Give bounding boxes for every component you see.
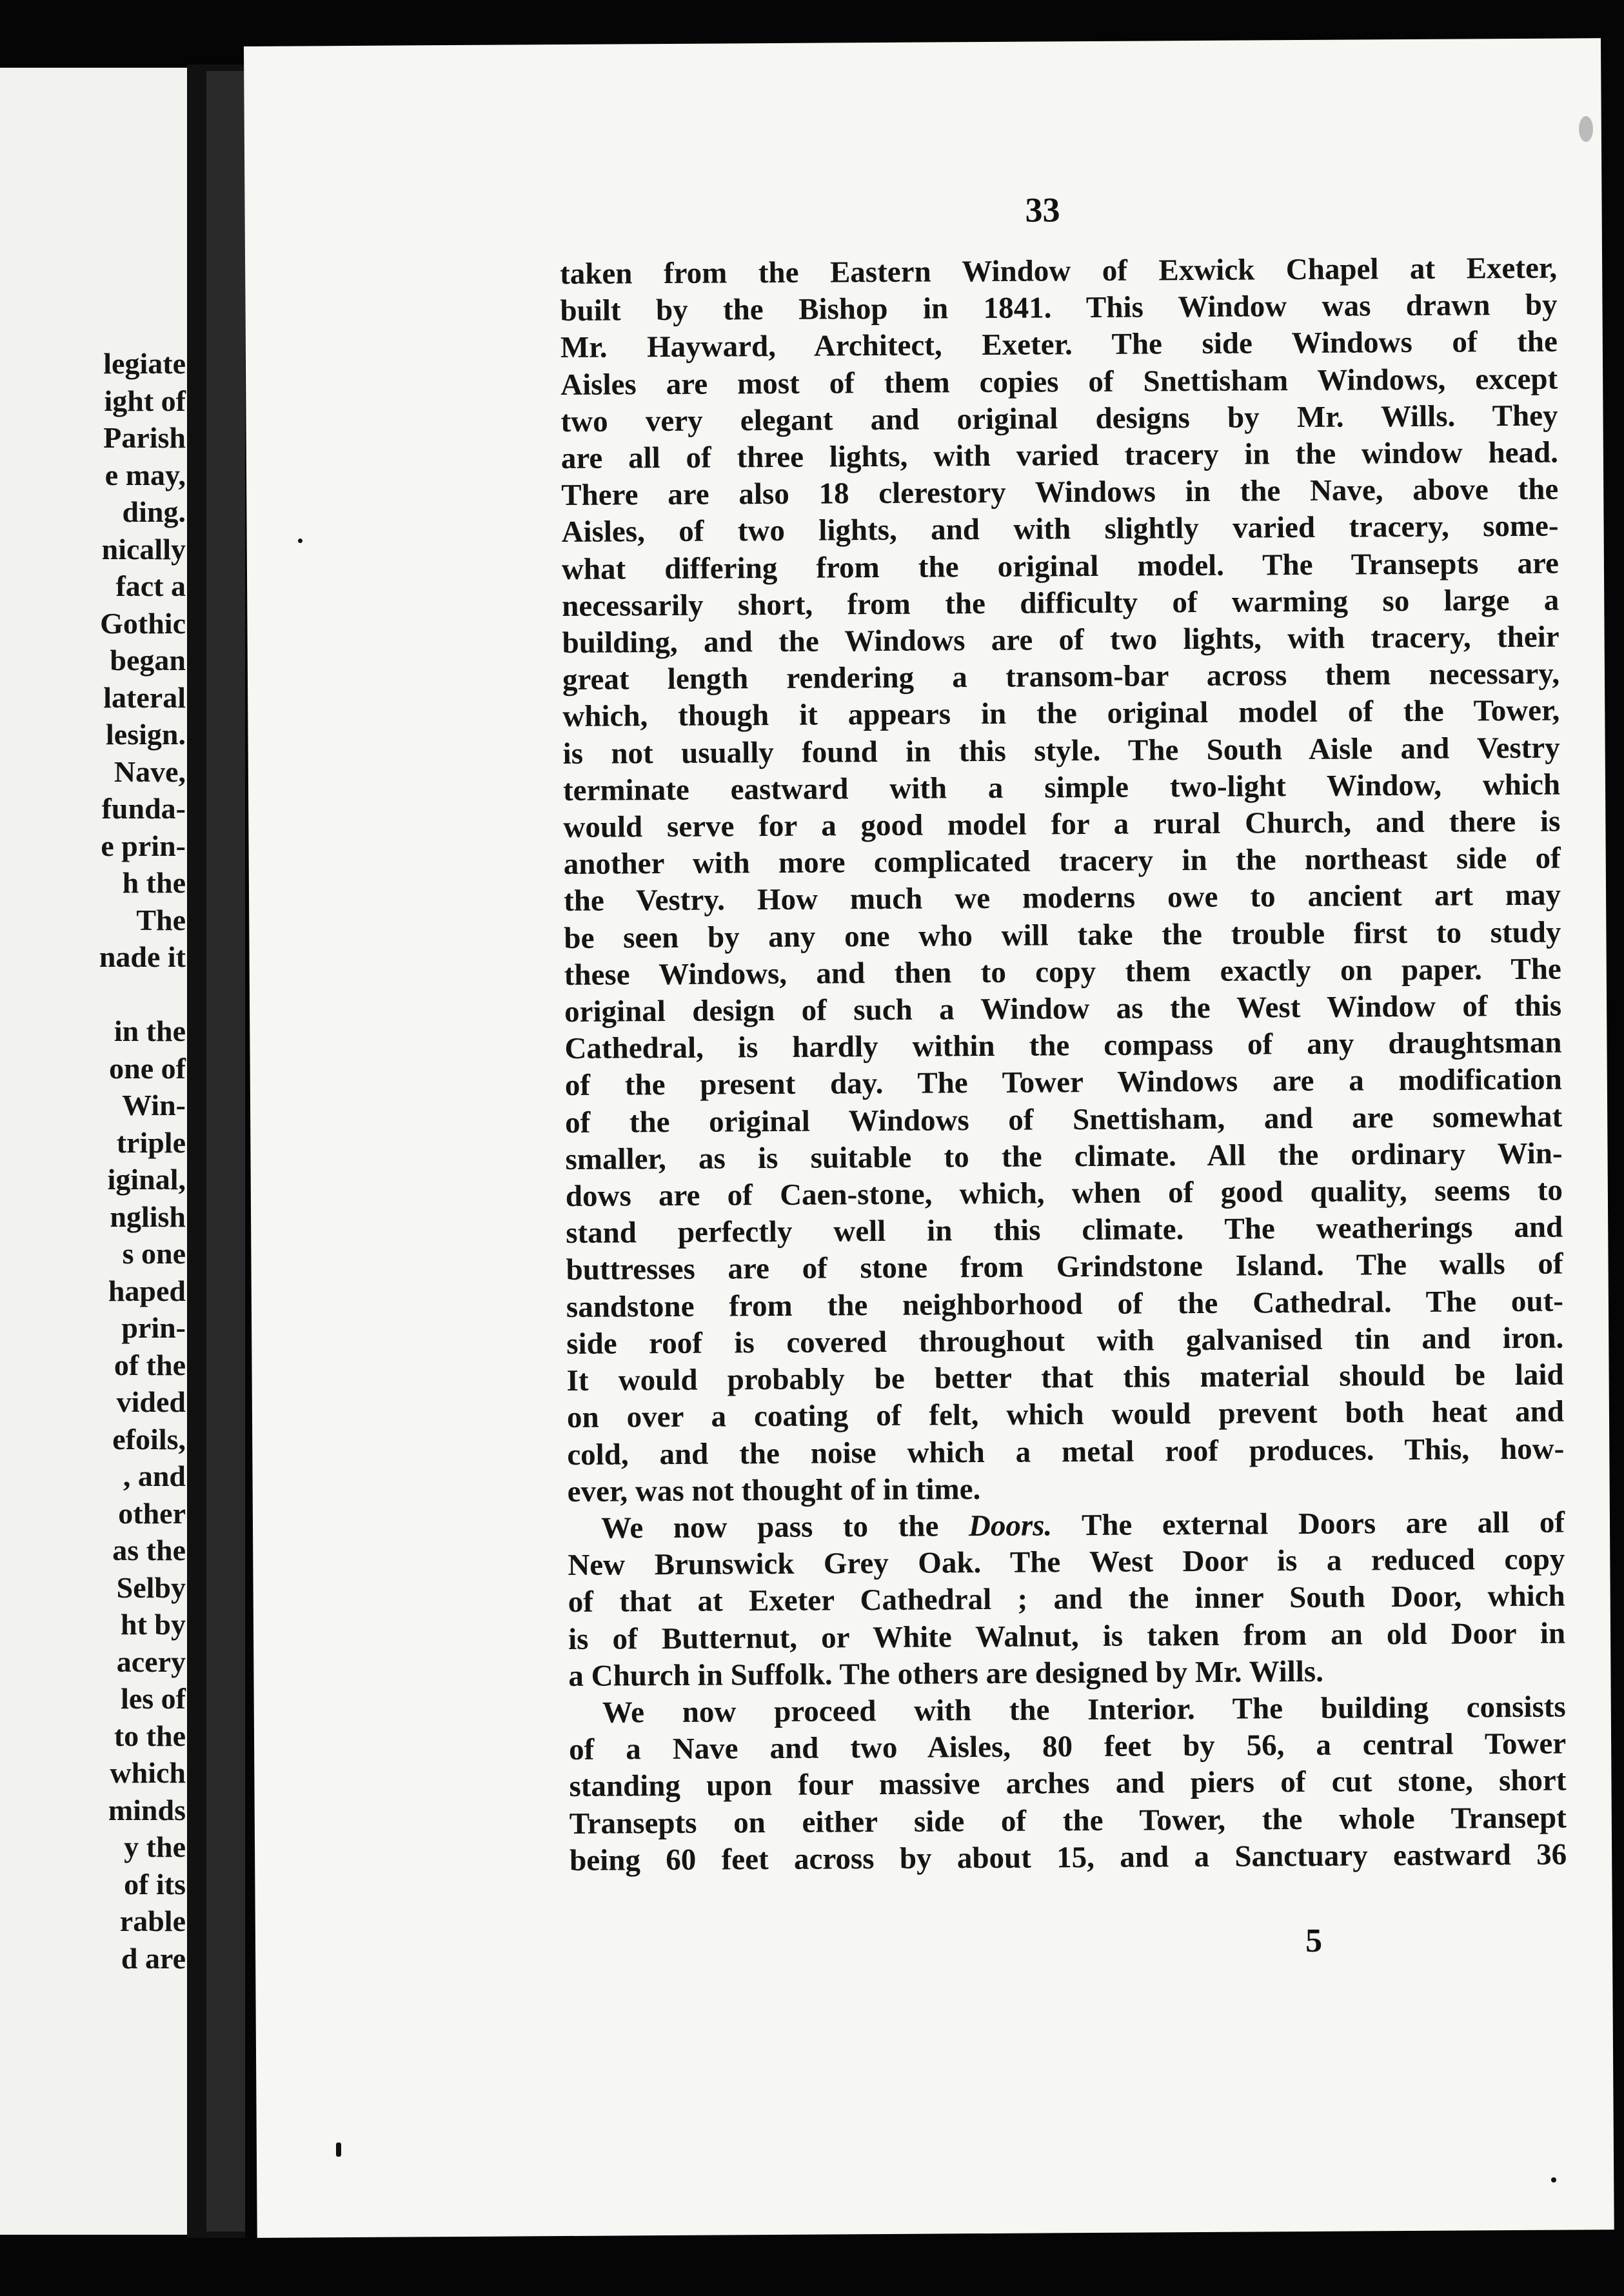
left-page-line: e prin-: [101, 829, 186, 862]
body-line: are all of three lights, with varied tracery in the window head.: [560, 435, 1559, 476]
left-page-line: Nave,: [114, 755, 186, 788]
left-page-line: lesign.: [106, 718, 186, 751]
margin-speck: [336, 2143, 341, 2157]
left-page-line: d are: [121, 1941, 186, 1975]
right-page: [244, 38, 1614, 2238]
margin-speck: [298, 539, 302, 543]
body-line: stand perfectly well in this climate. The weatherings and: [566, 1210, 1563, 1251]
left-page-line: s one: [122, 1237, 186, 1270]
body-line: Cathedral, is hardly within the compass of any draughtsman: [564, 1025, 1562, 1066]
left-page-line: one of: [109, 1051, 186, 1085]
left-page-line: which: [110, 1756, 186, 1789]
margin-speck: [1551, 2177, 1556, 2182]
windows-paragraph: [560, 250, 1565, 1510]
left-page-line: legiate: [103, 347, 186, 380]
doors-line-1: We now pass to the Doors. The external Doors are all of: [600, 1505, 1565, 1545]
body-line: would serve for a good model for a rural Church, and there is: [563, 804, 1561, 845]
left-page-line: Gothic: [100, 606, 186, 640]
left-page-line: iginal,: [107, 1163, 186, 1196]
body-line: is not usually found in this style. The South Aisle and Vestry: [562, 731, 1560, 771]
left-page-line: ht by: [121, 1608, 186, 1641]
page-number: 33: [1025, 190, 1060, 230]
gutter-shadow: [206, 71, 245, 2232]
left-page-line: Selby: [116, 1570, 186, 1604]
interior-line: being 60 feet across by about 15, and a Sanctuary eastward 36: [569, 1837, 1567, 1877]
left-page-line: began: [110, 644, 186, 677]
left-page-line: ight of: [104, 384, 186, 417]
doors-line: is of Butternut, or White Walnut, is taken from an old Door in: [568, 1616, 1566, 1656]
body-line: Aisles are most of them copies of Snettisham Windows, except: [560, 362, 1558, 402]
left-page-line: efoils,: [112, 1422, 186, 1456]
body-line: these Windows, and then to copy them exactly on paper. The: [564, 952, 1561, 992]
doors-line: a Church in Suffolk. The others are designed by Mr. Wills.: [568, 1654, 1324, 1693]
interior-line: standing upon four massive arches and piers of cut stone, short: [569, 1763, 1567, 1804]
left-page-line: les of: [121, 1682, 186, 1715]
left-page-line: Win-: [122, 1089, 186, 1122]
doors-paragraph: [568, 1504, 1566, 1694]
left-page-line: y the: [124, 1830, 186, 1863]
interior-line: of a Nave and two Aisles, 80 feet by 56, a central Tower: [568, 1727, 1567, 1767]
body-line: on over a coating of felt, which would prevent both heat and: [566, 1394, 1565, 1435]
body-line: taken from the Eastern Window of Exwick Chapel at Exeter,: [560, 251, 1558, 292]
left-page-line: nglish: [110, 1200, 186, 1233]
left-page-line: of the: [114, 1348, 186, 1381]
body-line: another with more complicated tracery in the northeast side of: [563, 841, 1561, 882]
body-line: dows are of Caen-stone, which, when of good quality, seems to: [565, 1173, 1563, 1214]
body-line: the Vestry. How much we moderns owe to ancient art may: [563, 878, 1561, 918]
body-line: be seen by any one who will take the trouble first to study: [564, 915, 1561, 955]
left-page-line: of its: [124, 1867, 186, 1901]
body-line: side roof is covered throughout with galvanised tin and iron.: [566, 1321, 1564, 1361]
left-page-line: minds: [108, 1793, 186, 1826]
left-page-line: , and: [123, 1460, 186, 1492]
body-line: necessarily short, from the difficulty of warming so large a: [562, 583, 1560, 623]
signature-mark: 5: [1305, 1922, 1323, 1959]
left-page-line: h the: [122, 866, 186, 899]
left-page-line: to the: [114, 1719, 186, 1752]
doors-line: New Brunswick Grey Oak. The West Door is a reduced copy: [568, 1542, 1565, 1583]
left-page-line: rable: [119, 1905, 186, 1937]
left-page-line: fact a: [115, 569, 186, 602]
body-line: It would probably be better that this material should be laid: [566, 1358, 1564, 1398]
interior-line: Transepts on either side of the Tower, the whole Transept: [569, 1801, 1567, 1841]
body-line: sandstone from the neighborhood of the Cathedral. The out-: [566, 1284, 1564, 1324]
left-page-line: e may,: [104, 458, 186, 491]
body-line: There are also 18 clerestory Windows in the Nave, above the: [561, 472, 1559, 513]
body-line: Mr. Hayward, Architect, Exeter. The side Windows of the: [560, 324, 1558, 365]
body-line: smaller, as is suitable to the climate. All the ordinary Win-: [565, 1136, 1563, 1176]
left-page-line: lateral: [103, 680, 186, 714]
body-line: building, and the Windows are of two lights, with tracery, their: [562, 620, 1560, 660]
left-page-line: prin-: [121, 1311, 186, 1344]
left-page-line: ding.: [122, 495, 186, 528]
left-page-line: acery: [116, 1645, 186, 1678]
body-line: great length rendering a transom-bar across them necessary,: [562, 657, 1560, 697]
body-line: what differing from the original model. The Transepts are: [561, 546, 1560, 586]
left-page-line: nically: [101, 532, 186, 566]
interior-line: We now proceed with the Interior. The building consists: [602, 1690, 1566, 1730]
body-line: of the present day. The Tower Windows are a modification: [564, 1063, 1562, 1103]
left-page-line: funda-: [101, 792, 186, 825]
left-page-line: triple: [116, 1125, 186, 1159]
body-line: ever, was not thought of in time.: [567, 1472, 981, 1509]
body-line: Aisles, of two lights, and with slightly varied tracery, some-: [561, 509, 1559, 549]
body-line: cold, and the noise which a metal roof produces. This, how-: [567, 1432, 1565, 1472]
left-page-line: nade it: [99, 940, 186, 973]
body-line: two very elegant and original designs by Mr. Wills. They: [560, 399, 1558, 439]
left-page-line: other: [118, 1496, 186, 1530]
left-page-line: [0, 976, 186, 1013]
left-page-line: vided: [116, 1385, 186, 1418]
left-page-line: in the: [114, 1014, 186, 1047]
body-line: buttresses are of stone from Grindstone Island. The walls of: [566, 1247, 1563, 1287]
doors-line: of that at Exeter Cathedral ; and the inner South Door, which: [568, 1579, 1565, 1619]
left-page-line: as the: [112, 1534, 186, 1567]
left-page-line: The: [136, 903, 186, 936]
body-line: terminate eastward with a simple two-light Window, which: [562, 767, 1561, 807]
interior-paragraph: [569, 1688, 1567, 1879]
left-page-fragment: [0, 68, 187, 2235]
left-page-text: [0, 345, 187, 1977]
margin-speck: [1579, 116, 1593, 142]
body-line: original design of such a Window as the West Window of this: [564, 989, 1562, 1029]
left-page-line: haped: [108, 1274, 186, 1307]
left-page-line: Parish: [103, 421, 186, 454]
body-line: built by the Bishop in 1841. This Window was drawn by: [560, 288, 1558, 328]
body-line: of the original Windows of Snettisham, and are somewhat: [565, 1100, 1563, 1140]
body-text: [560, 250, 1567, 1879]
body-line: which, though it appears in the original model of the Tower,: [562, 693, 1560, 734]
